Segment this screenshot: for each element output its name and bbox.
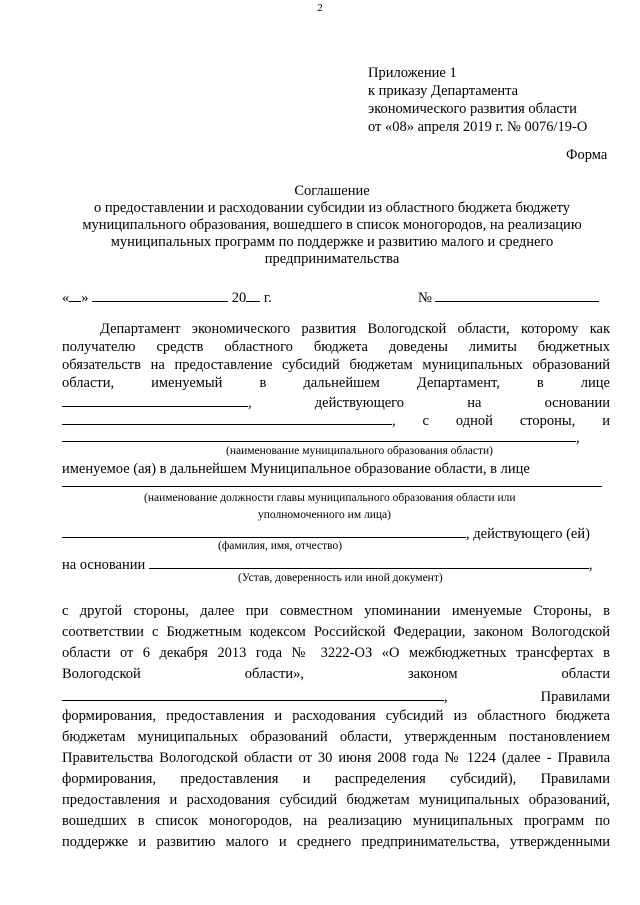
p2-line-1: с другой стороны, далее при совместном упоминании именуемые Стороны, в — [62, 603, 610, 619]
p2-line-4: Вологодской области», законом области — [62, 666, 610, 682]
fio-blank[interactable] — [62, 524, 466, 538]
form-label: Форма — [566, 147, 608, 163]
p1-line-4: области, именуемый в дальнейшем Департамент, в лице — [62, 375, 610, 391]
basis-blank-1[interactable] — [62, 411, 392, 425]
number-field[interactable] — [418, 288, 599, 307]
year-prefix: 20 — [231, 290, 247, 306]
title-line-2: о предоставлении и расходовании субсидии из областного бюджета бюджету — [93, 200, 571, 216]
p2-line-11: вошедших в список моногородов, на реализацию муниципальных программ по — [62, 813, 610, 829]
p1-line-7: , — [62, 428, 580, 447]
year-blank — [246, 288, 260, 302]
day-blank — [69, 288, 81, 302]
p2-line-10: предоставления и расходования субсидий бюджетам муниципальных образований, — [62, 792, 610, 808]
appendix-line-1: Приложение 1 — [368, 65, 457, 81]
p1-line-5: , действующего на основании — [62, 393, 610, 412]
p1-line-3: обязательств на предоставление субсидий бюджетам муниципальных образований — [62, 357, 610, 373]
p1-line-6: , с одной стороны, и — [62, 411, 610, 430]
representative-blank[interactable] — [62, 393, 248, 407]
p2-line-8: Правительства Вологодской области от 30 июня 2008 года № 1224 (далее - Правила — [62, 750, 610, 766]
caption-municipality: (наименование муниципального образования области) — [226, 445, 493, 457]
appendix-line-3: экономического развития области — [368, 101, 577, 117]
p2-line-6: формирования, предоставления и расходования субсидий из областного бюджета — [62, 708, 610, 724]
title-line-5: предпринимательства — [264, 251, 400, 267]
title-line-3: муниципального образования, вошедшего в список моногородов, на реализацию — [82, 217, 582, 233]
quote-close: » — [81, 290, 89, 306]
basis-doc-blank[interactable] — [149, 555, 589, 569]
municipality-line: именуемое (ая) в дальнейшем Муниципальное образование области, в лице — [62, 461, 530, 477]
municipality-blank[interactable] — [62, 428, 576, 442]
head-position-blank[interactable] — [62, 486, 602, 487]
caption-fio: (фамилия, имя, отчество) — [218, 540, 343, 552]
p1-line-2: получателю средств областного бюджета доведены лимиты бюджетных — [62, 339, 610, 355]
appendix-line-4: от «08» апреля 2019 г. № 0076/19-О — [368, 119, 588, 135]
law-blank[interactable] — [62, 687, 444, 701]
caption-document: (Устав, доверенность или иной документ) — [238, 572, 443, 584]
date-field[interactable] — [62, 288, 272, 307]
page-number: 2 — [317, 2, 323, 14]
basis-line: на основании , — [62, 557, 593, 573]
p2-line-9: формирования, предоставления и распределения субсидий), Правилами — [62, 771, 610, 787]
p2-line-2: соответствии с Бюджетным кодексом Российской Федерации, законом Вологодской — [62, 624, 610, 640]
month-blank — [92, 288, 228, 302]
number-blank — [435, 288, 599, 302]
p2-line-3: области от 6 декабря 2013 года № 3222-ОЗ «О межбюджетных трансфертах в — [62, 645, 610, 661]
p1-line-1: Департамент экономического развития Вологодской области, которому как — [100, 321, 610, 337]
p2-line-12: поддержке и развитию малого и среднего предпринимательства, утвержденными — [62, 834, 610, 850]
appendix-line-2: к приказу Департамента — [368, 83, 519, 99]
caption-head-2: уполномоченного им лица) — [258, 509, 391, 521]
year-suffix: г. — [263, 290, 272, 306]
quote-open: « — [62, 290, 70, 306]
title-line-1: Соглашение — [294, 183, 370, 199]
caption-head-1: (наименование должности главы муниципального образования области или — [144, 492, 516, 504]
number-sign: № — [418, 290, 432, 306]
title-line-4: муниципальных программ по поддержке и развитию малого и среднего — [110, 234, 554, 250]
p2-line-7: бюджетам муниципальных образований области, утвержденным постановлением — [62, 729, 610, 745]
acting-line: , действующего (ей) — [62, 524, 590, 543]
p2-line-5: , Правилами — [62, 687, 610, 706]
